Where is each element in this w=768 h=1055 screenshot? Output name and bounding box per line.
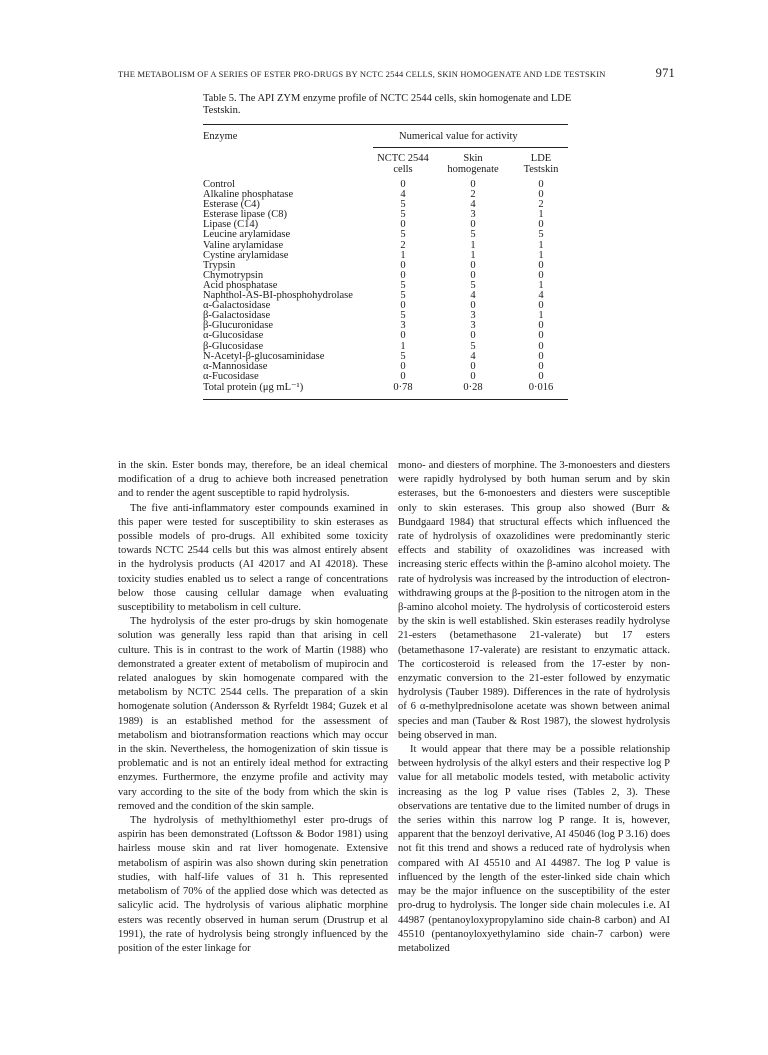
activity-value: 0	[400, 360, 406, 372]
activity-value: 3	[470, 320, 476, 332]
activity-value: 0	[400, 300, 406, 312]
enzyme-name: β-Glucuronidase	[203, 320, 274, 332]
enzyme-name: Acid phosphatase	[203, 279, 278, 291]
numerical-value-header: Numerical value for activity	[399, 131, 518, 142]
paragraph: The five anti-inflammatory ester compounds examined in this paper were tested for susceptibility to skin esterases as possible models of pro-drugs. All exhibited some toxicity towards NCTC 2544 cells but this was almost entirely absent in the hydrolysis products (AI 42017 and AI 42018). These toxicity studies enabled us to select a range of concentrations below those causing cellular damage when evaluating susceptibility to metabolism in cell culture.	[118, 502, 388, 614]
enzyme-name: Alkaline phosphatase	[203, 189, 294, 201]
activity-value: 0	[470, 370, 476, 382]
paragraph: The hydrolysis of the ester pro-drugs by skin homogenate solution was generally less rapid than that arising in cell culture. This is in contrast to the work of Martin (1988) who demonstrated a greater extent of metabolism of mupirocin and related analogues by skin homogenate compared with the metabolism by NCTC 2544 cells. The preparation of a skin homogenate solution (Andersson & Ryrfeldt 1984; Guzek et al 1989) is an established method for the assessment of metabolism and biotransformation reactions which may occur in the skin. Nevertheless, the homogenization of skin tissue is problematic and is not an entirely ideal method for extracting enzymes. Furthermore, the enzyme profile and activity may vary according to the site of the body from which the skin is removed and the condition of the skin sample.	[118, 616, 388, 812]
activity-value: 5	[400, 290, 406, 302]
activity-value: 0	[538, 370, 544, 382]
enzyme-name: Lipase (C14)	[203, 219, 259, 231]
enzyme-name: β-Glucosidase	[203, 340, 264, 352]
activity-value: 5	[470, 279, 476, 291]
activity-value: 1	[470, 239, 476, 251]
activity-value: 1	[470, 249, 476, 261]
activity-value: 5	[400, 229, 406, 241]
activity-value: 0	[400, 269, 406, 281]
enzyme-name: Total protein (μg mL⁻¹)	[203, 381, 304, 393]
enzyme-name: Esterase (C4)	[203, 199, 260, 211]
activity-value: 0	[400, 330, 406, 342]
page-number: 971	[655, 66, 675, 80]
activity-value: 0	[400, 370, 406, 382]
table-body	[203, 180, 568, 393]
activity-value: 0	[538, 219, 544, 231]
running-header	[118, 66, 675, 80]
enzyme-name: α-Galactosidase	[203, 300, 271, 312]
activity-value: 1	[538, 279, 544, 291]
activity-value: 0	[538, 269, 544, 281]
enzyme-column-header: Enzyme	[203, 131, 238, 142]
enzyme-name: α-Fucosidase	[203, 370, 259, 382]
enzyme-name: β-Galactosidase	[203, 310, 271, 322]
paragraph: It would appear that there may be a possible relationship between hydrolysis of the alkyl esters and their respective log P value for all metabolic models tested, with metabolic activity increasing as the log P value rises (Tables 2, 3). These observations are tentative due to the limited number of drugs in the series within this narrow log P range. It is, however, apparent that the benzoyl derivative, AI 45046 (log P 3.16) does not fit this trend and shows a reduced rate of hydrolysis when compared with AI 45510 and AI 44987. The log P value is influenced by the length of the ester-linked side chain which may be the major influence on the susceptibility of the ester pro-drug to hydrolysis. The longer side chain molecules i.e. AI 44987 (pentanoyloxypropylamino side chain-8 carbon) and AI 45510 (pentanoyloxyethylamino side chain-7 carbon) were metabolized	[398, 744, 670, 954]
table-caption: Table 5. The API ZYM enzyme profile of NCTC 2544 cells, skin homogenate and LDE Testskin.	[203, 93, 572, 116]
activity-value: 0	[538, 320, 544, 332]
activity-value: 2	[470, 189, 476, 201]
activity-value: 0·28	[463, 381, 483, 393]
activity-value: 5	[400, 310, 406, 322]
enzyme-table	[203, 124, 568, 400]
enzyme-name: Trypsin	[203, 259, 236, 271]
activity-value: 4	[470, 290, 476, 302]
column-header-lde: LDE Testskin	[523, 153, 559, 175]
table-row	[203, 372, 568, 382]
activity-value: 5	[400, 209, 406, 221]
enzyme-name: Valine arylamidase	[203, 239, 284, 251]
column-headers	[203, 154, 568, 180]
enzyme-name: Esterase lipase (C8)	[203, 209, 287, 221]
column-header-skin: Skin homogenate	[447, 153, 499, 175]
activity-value: 1	[538, 249, 544, 261]
activity-value: 0	[400, 179, 406, 190]
activity-value: 0	[400, 259, 406, 271]
enzyme-name: Chymotrypsin	[203, 269, 264, 281]
activity-value: 4	[538, 290, 544, 302]
running-title: THE METABOLISM OF A SERIES OF ESTER PRO-DRUGS BY NCTC 2544 CELLS, SKIN HOMOGENATE AND LDE TESTSKIN	[118, 69, 606, 79]
enzyme-name: N-Acetyl-β-glucosaminidase	[203, 350, 325, 362]
activity-value: 0	[538, 259, 544, 271]
activity-value: 4	[470, 199, 476, 211]
activity-value: 1	[400, 249, 406, 261]
left-text-column	[118, 459, 388, 956]
activity-value: 0	[470, 300, 476, 312]
activity-value: 4	[470, 350, 476, 362]
paragraph: mono- and diesters of morphine. The 3-monoesters and diesters were rapidly hydrolysed by both human serum and by skin esterases, but the 6-monoesters and diesters were susceptible only to skin esterases. This group also showed (Burr & Bundgaard 1984) that structural effects which influenced the rate of hydrolysis of oxazolidines were predominantly steric effects and stability of oxazolidines was increased with increasing steric effects within the β-amino alcohol moiety. The rate of hydrolysis was increased by the introduction of electron-withdrawing groups at the β-position to the nitrogen atom in the β-amino alcohol moiety. The hydrolysis of corticosteroid esters by the skin is well established. Skin esterases readily hydrolyse 21-esters (betamethasone 21-valerate) but 17 esters (betamethasone 17-valerate) are resistant to enzymatic attack. The corticosteroid is released from the 17-ester by non-enzymatic conversion to the 21-ester followed by enzymatic hydrolysis (Tauber 1989). Differences in the rate of hydrolysis of 6 α-methylprednisolone acetate was shown between animal species and man (Tauber & Rost 1987), the slowest hydrolysis being observed in man.	[398, 460, 670, 741]
activity-value: 0	[538, 179, 544, 190]
activity-value: 0	[538, 300, 544, 312]
activity-value: 0·016	[528, 381, 554, 393]
activity-value: 2	[400, 239, 406, 251]
activity-value: 0	[470, 330, 476, 342]
activity-value: 5	[470, 340, 476, 352]
activity-value: 0	[538, 189, 544, 201]
right-text-column	[398, 459, 670, 956]
table-bottom-rule	[203, 399, 568, 400]
activity-value: 5	[538, 229, 544, 241]
activity-value: 4	[400, 189, 406, 201]
activity-value: 3	[470, 209, 476, 221]
enzyme-name: α-Mannosidase	[203, 360, 268, 372]
activity-value: 0	[470, 179, 476, 190]
activity-value: 0	[538, 330, 544, 342]
activity-value: 0·78	[393, 381, 413, 393]
activity-value: 0	[400, 219, 406, 231]
activity-value: 0	[470, 259, 476, 271]
table-row	[203, 331, 568, 341]
table-row	[203, 251, 568, 261]
activity-value: 5	[400, 350, 406, 362]
activity-value: 3	[400, 320, 406, 332]
table-row	[203, 383, 568, 393]
activity-value: 5	[470, 229, 476, 241]
activity-value: 0	[538, 360, 544, 372]
column-header-nctc: NCTC 2544 cells	[377, 153, 429, 175]
activity-value: 5	[400, 279, 406, 291]
activity-value: 0	[470, 219, 476, 231]
header-sub-rule	[373, 147, 568, 148]
enzyme-name: Naphthol-AS-BI-phosphohydrolase	[203, 290, 353, 302]
activity-value: 1	[538, 239, 544, 251]
paragraph: in the skin. Ester bonds may, therefore, be an ideal chemical modification of a drug to achieve both increased penetration and to render the agent susceptible to rapid hydrolysis.	[118, 460, 388, 500]
activity-value: 1	[538, 209, 544, 221]
enzyme-name: α-Glucosidase	[203, 330, 264, 342]
paragraph: The hydrolysis of methylthiomethyl ester pro-drugs of aspirin has been demonstrated (Loftsson & Bodor 1981) using hairless mouse skin and rat liver homogenate. Extensive metabolism of aspirin was also shown during skin penetration studies, with half-life values of 31 h. This represented metabolism of 70% of the applied dose which was detected as salicylic acid. The hydrolysis of various aliphatic morphine esters was recently observed in human serum (Drustrup et al 1991), the rate of hydrolysis being strongly influenced by the position of the ester linkage for	[118, 815, 388, 954]
activity-value: 1	[538, 310, 544, 322]
activity-value: 0	[470, 360, 476, 372]
activity-value: 1	[400, 340, 406, 352]
enzyme-name: Control	[203, 179, 236, 190]
enzyme-name: Leucine arylamidase	[203, 229, 291, 241]
activity-value: 3	[470, 310, 476, 322]
activity-value: 0	[470, 269, 476, 281]
activity-value: 0	[538, 340, 544, 352]
activity-value: 5	[400, 199, 406, 211]
table-header-row	[203, 125, 568, 145]
activity-value: 0	[538, 350, 544, 362]
enzyme-name: Cystine arylamidase	[203, 249, 289, 261]
activity-value: 2	[538, 199, 544, 211]
